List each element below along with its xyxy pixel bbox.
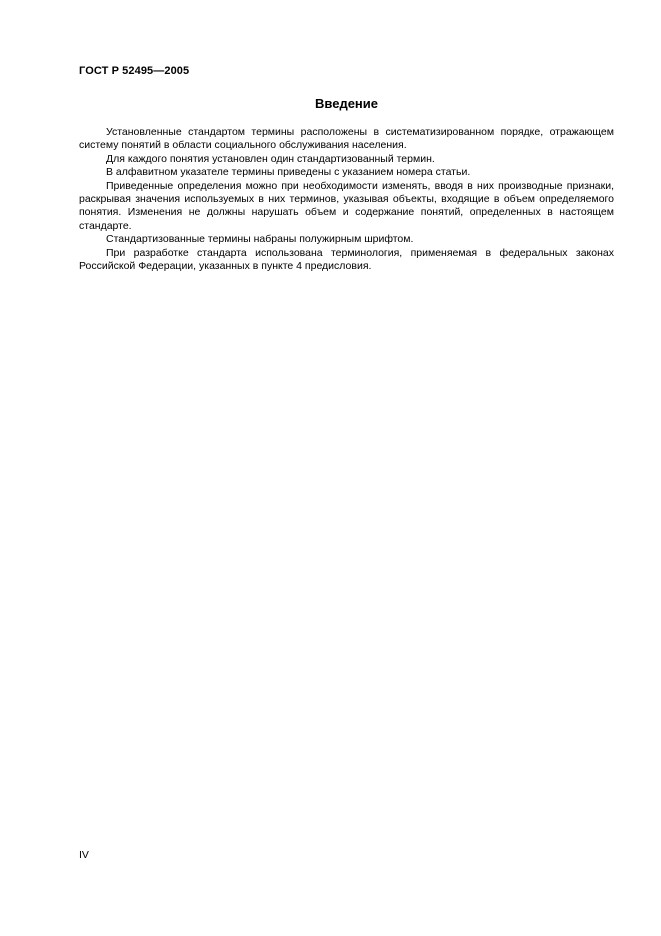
paragraph-2: Для каждого понятия установлен один стандартизованный термин. bbox=[106, 152, 435, 165]
paragraph-3: В алфавитном указателе термины приведены с указанием номера статьи. bbox=[106, 166, 471, 179]
page-number: IV bbox=[79, 849, 89, 861]
paragraph-1: Установленные стандартом термины расположены в систематизированном порядке, отражающем систему понятий в области социального обслуживания населения. bbox=[79, 126, 614, 152]
paragraph-6: При разработке стандарта использована терминология, применяемая в федеральных законах Российской Федерации, указанных в пункте 4 предисловия. bbox=[79, 246, 614, 273]
paragraph-4: Приведенные определения можно при необходимости изменять, вводя в них производные признаки, раскрывая значения используемых в них терминов, указывая объекты, входящие в объем определяемого понятия. Изменения не должны нарушать объем и содержание понятий, определенных в настоящем стандарте. bbox=[79, 179, 614, 232]
paragraph-5: Стандартизованные термины набраны полужирным шрифтом. bbox=[106, 233, 414, 246]
document-code: ГОСТ Р 52495—2005 bbox=[79, 65, 190, 77]
section-body bbox=[79, 126, 614, 273]
section-title: Введение bbox=[315, 96, 378, 111]
